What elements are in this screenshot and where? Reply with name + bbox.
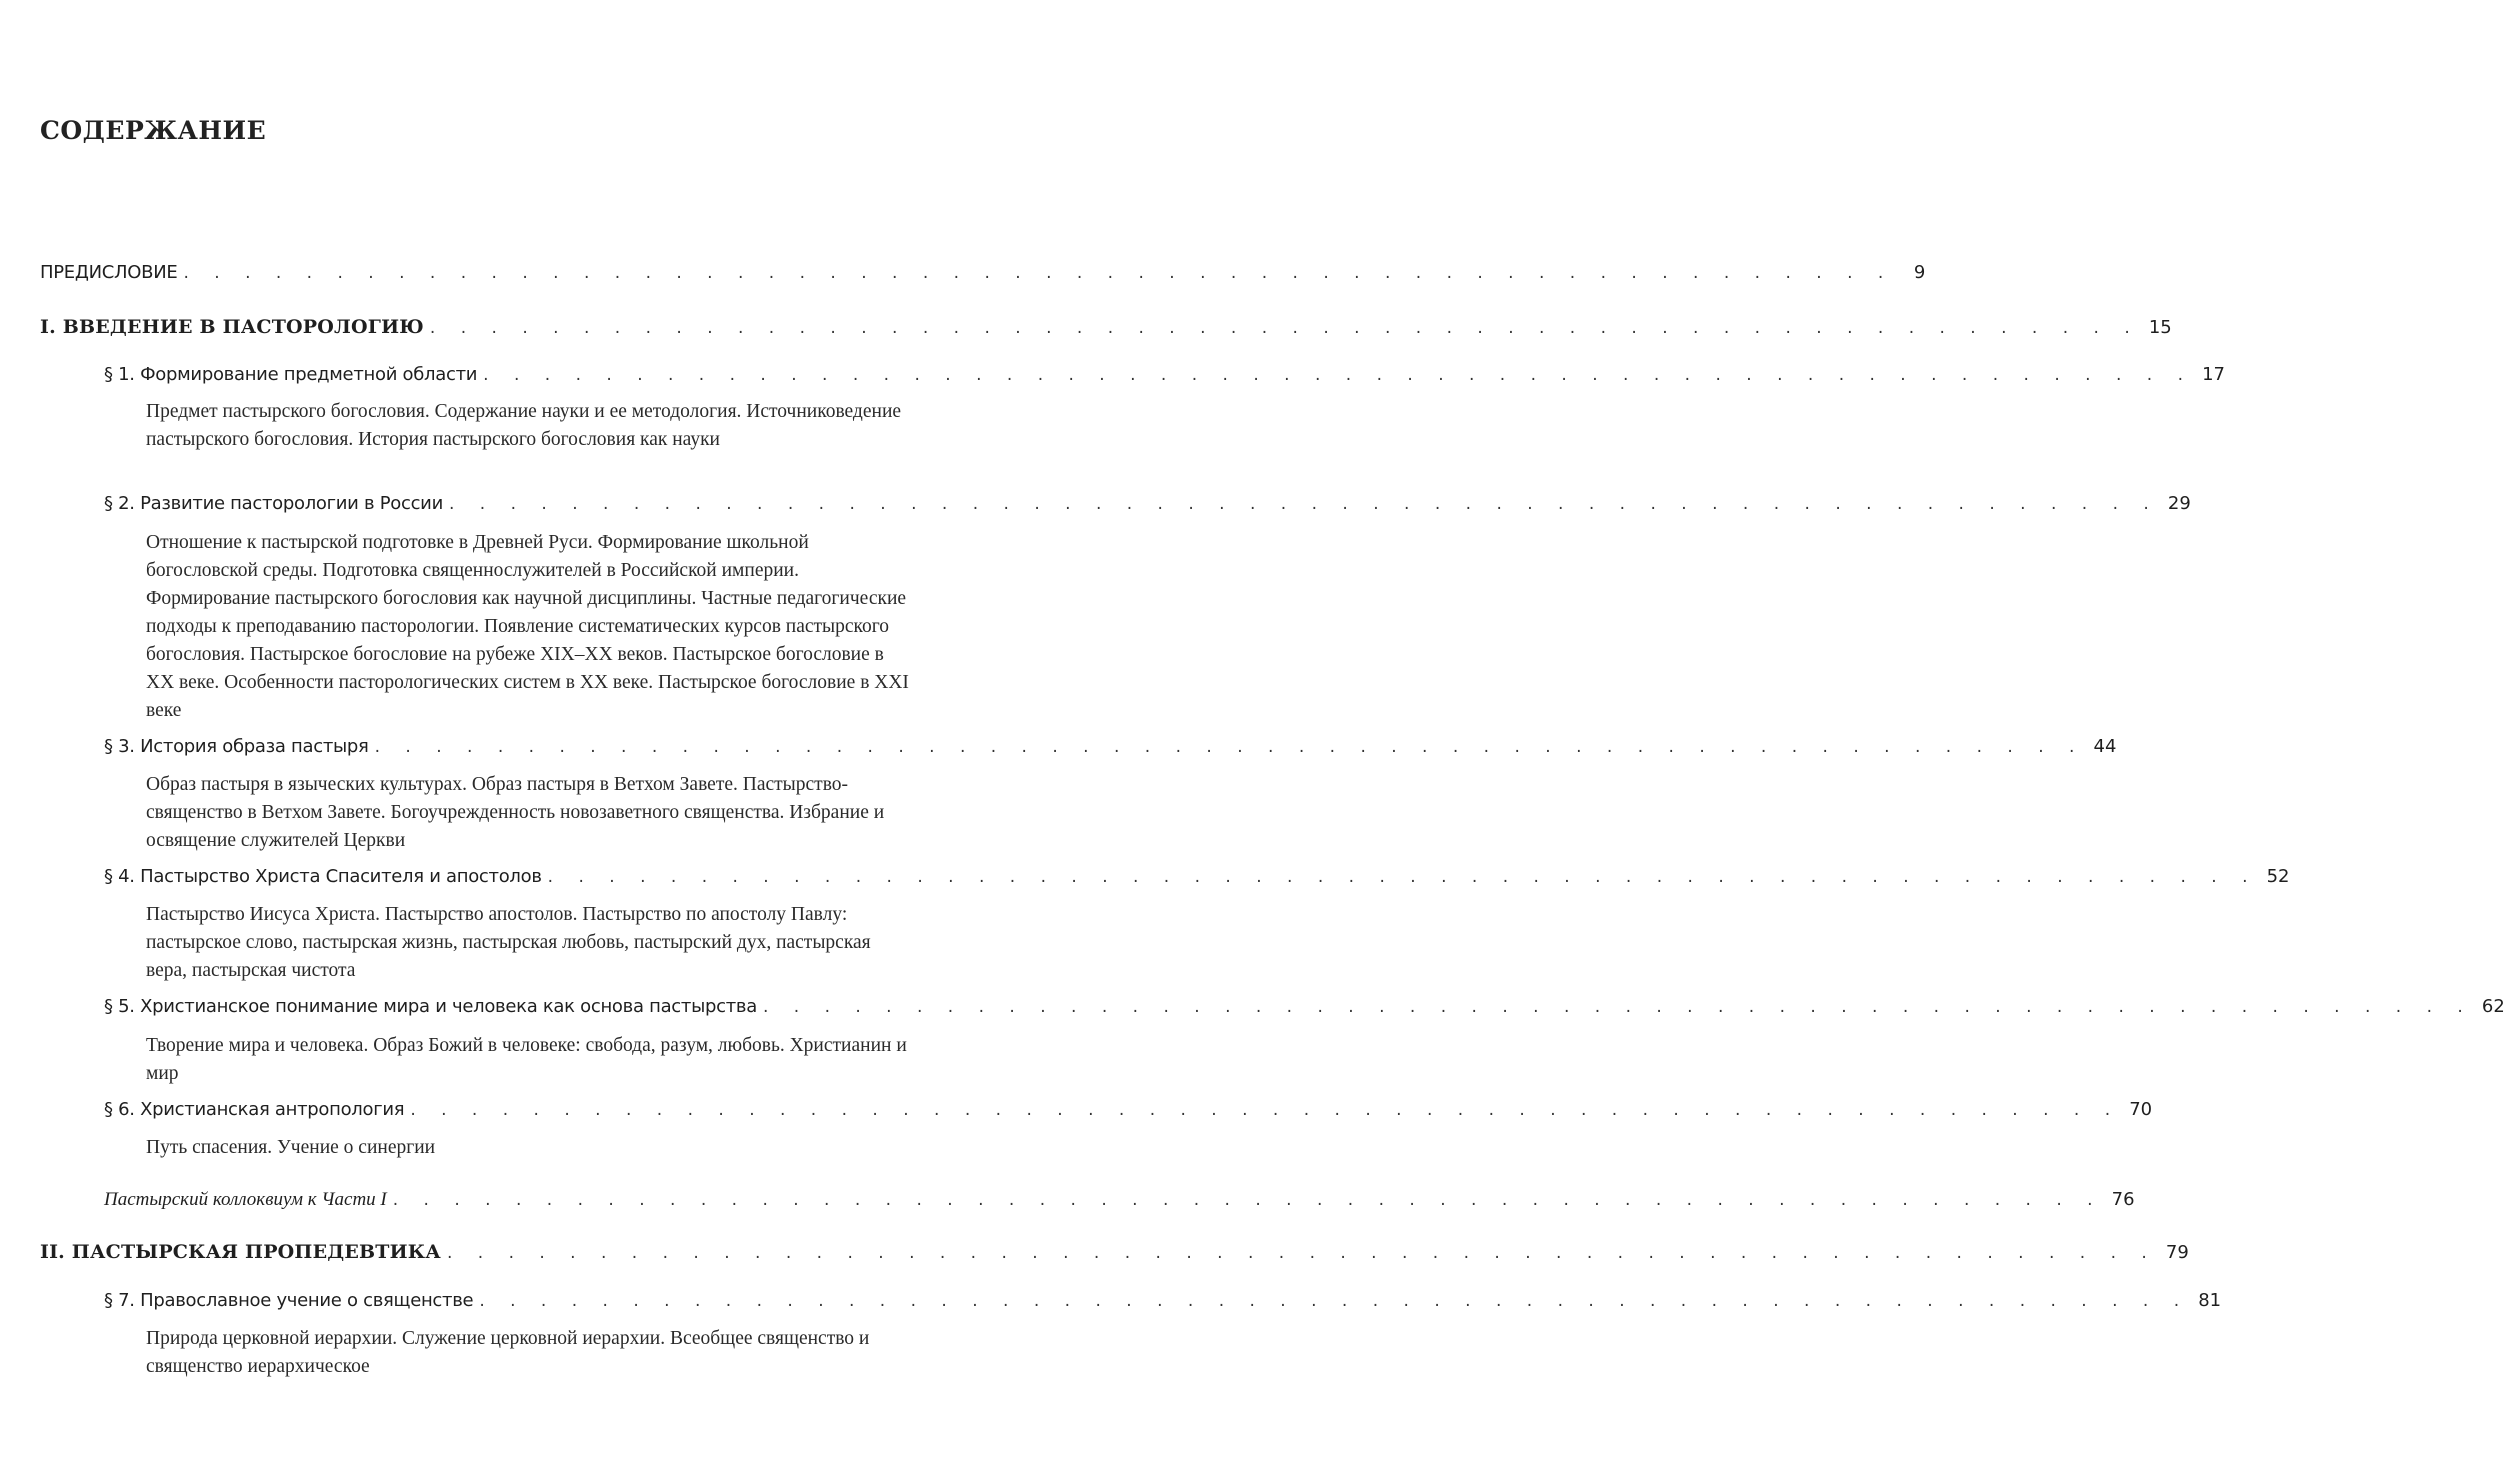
dot-leader: . . . . . . . . . . . . . . . . . . . . . . . . . . . . . . . . . . . . . . . . . . . . . . . . . . . . . . . .	[183, 263, 1894, 283]
toc-page-number: 76	[2111, 1189, 2135, 1210]
dot-leader: . . . . . . . . . . . . . . . . . . . . . . . . . . . . . . . . . . . . . . . . . . . . . . . . . . . . . . . .	[429, 318, 2140, 338]
dot-leader: . . . . . . . . . . . . . . . . . . . . . . . . . . . . . . . . . . . . . . . . . . . . . . . . . . . . . . . .	[547, 867, 2258, 887]
toc-entry-label: § 5. Христианское понимание мира и человека как основа пастырства	[104, 996, 757, 1017]
toc-page-number: 9	[1913, 262, 1926, 283]
toc-page-number: 17	[2202, 364, 2225, 385]
toc-entry-label: § 1. Формирование предметной области	[104, 364, 478, 385]
dot-leader: . . . . . . . . . . . . . . . . . . . . . . . . . . . . . . . . . . . . . . . . . . . . . . . . . . . . . . . .	[483, 365, 2193, 385]
toc-entry-section-4[interactable]	[104, 866, 2290, 887]
dot-leader: . . . . . . . . . . . . . . . . . . . . . . . . . . . . . . . . . . . . . . . . . . . . . . . . . . . . . . . .	[410, 1100, 2121, 1120]
toc-entry-section-6[interactable]	[104, 1099, 2153, 1120]
toc-page-number: 52	[2266, 866, 2290, 887]
toc-page-number: 70	[2129, 1099, 2153, 1120]
toc-entry-description: Путь спасения. Учение о синергии	[146, 1137, 436, 1158]
toc-entry-label: § 4. Пастырство Христа Спасителя и апостолов	[104, 866, 542, 887]
toc-entry-description: Отношение к пастырской подготовке в Древней Руси. Формирование школьной богословской среды. Подготовка священнослужителей в Российской империи. Формирование пастырского богословия как научной дисциплины. Частные педагогические подходы к преподаванию пасторологии. Появление систематических курсов пастырского богословия. Пастырское богословие на рубеже XIX–XX веков. Пастырское богословие в XX веке. Особенности пасторологических систем в XX веке. Пастырское богословие в XXI веке	[146, 532, 909, 721]
dot-leader: . . . . . . . . . . . . . . . . . . . . . . . . . . . . . . . . . . . . . . . . . . . . . . . . . . . . . . . .	[479, 1291, 2190, 1311]
toc-entry-part-1[interactable]	[40, 316, 2172, 338]
toc-entry-label: II. ПАСТЫРСКАЯ ПРОПЕДЕВТИКА	[40, 1241, 441, 1263]
toc-entry-label: § 3. История образа пастыря	[104, 736, 369, 757]
toc-page-number: 44	[2093, 736, 2117, 757]
toc-entry-label: I. ВВЕДЕНИЕ В ПАСТОРОЛОГИЮ	[40, 316, 424, 338]
dot-leader: . . . . . . . . . . . . . . . . . . . . . . . . . . . . . . . . . . . . . . . . . . . . . . . . . . . . . . . .	[446, 1243, 2157, 1263]
toc-entry-description: Природа церковной иерархии. Служение церковной иерархии. Всеобщее священство и священство иерархическое	[146, 1328, 870, 1377]
toc-page-number: 79	[2165, 1242, 2189, 1263]
dot-leader: . . . . . . . . . . . . . . . . . . . . . . . . . . . . . . . . . . . . . . . . . . . . . . . . . . . . . . . .	[374, 737, 2085, 757]
toc-entry-label: ПРЕДИСЛОВИЕ	[40, 262, 178, 283]
toc-entry-section-3[interactable]	[104, 736, 2117, 757]
toc-entry-section-5[interactable]	[104, 996, 2505, 1017]
toc-entry-description: Пастырство Иисуса Христа. Пастырство апостолов. Пастырство по апостолу Павлу: пастырское слово, пастырская жизнь, пастырская любовь, пастырский дух, пастырская вера, пастырская чистота	[146, 904, 871, 981]
dot-leader: . . . . . . . . . . . . . . . . . . . . . . . . . . . . . . . . . . . . . . . . . . . . . . . . . . . . . . . .	[392, 1190, 2103, 1210]
toc-entry-label: Пастырский коллоквиум к Части I	[104, 1189, 387, 1210]
toc-entry-description: Образ пастыря в языческих культурах. Образ пастыря в Ветхом Завете. Пастырство-священство в Ветхом Завете. Богоучрежденность новозаветного священства. Избрание и освящение служителей Церкви	[146, 774, 885, 851]
toc-entry-label: § 7. Православное учение о священстве	[104, 1290, 474, 1311]
toc-entry-description: Предмет пастырского богословия. Содержание науки и ее методология. Источниковедение пастырского богословия. История пастырского богословия как науки	[146, 401, 902, 450]
toc-page-number: 81	[2198, 1290, 2222, 1311]
toc-page-number: 15	[2148, 317, 2172, 338]
toc-page-number: 62	[2481, 996, 2505, 1017]
toc-entry-section-7[interactable]	[104, 1290, 2222, 1311]
toc-page-number: 29	[2167, 493, 2191, 514]
toc-entry-preface[interactable]	[40, 262, 1926, 283]
toc-entry-description: Творение мира и человека. Образ Божий в человеке: свобода, разум, любовь. Христианин и мир	[146, 1035, 907, 1084]
toc-entry-section-2[interactable]	[104, 493, 2191, 514]
toc-entry-colloquium[interactable]	[104, 1189, 2135, 1211]
toc-entry-part-2[interactable]	[40, 1241, 2189, 1263]
toc-entry-section-1[interactable]	[104, 364, 2225, 385]
dot-leader: . . . . . . . . . . . . . . . . . . . . . . . . . . . . . . . . . . . . . . . . . . . . . . . . . . . . . . . .	[762, 997, 2473, 1017]
page-title: СОДЕРЖАНИЕ	[40, 116, 267, 145]
toc-entry-label: § 2. Развитие пасторологии в России	[104, 493, 443, 514]
toc-entry-label: § 6. Христианская антропология	[104, 1099, 405, 1120]
dot-leader: . . . . . . . . . . . . . . . . . . . . . . . . . . . . . . . . . . . . . . . . . . . . . . . . . . . . . . . .	[448, 494, 2159, 514]
